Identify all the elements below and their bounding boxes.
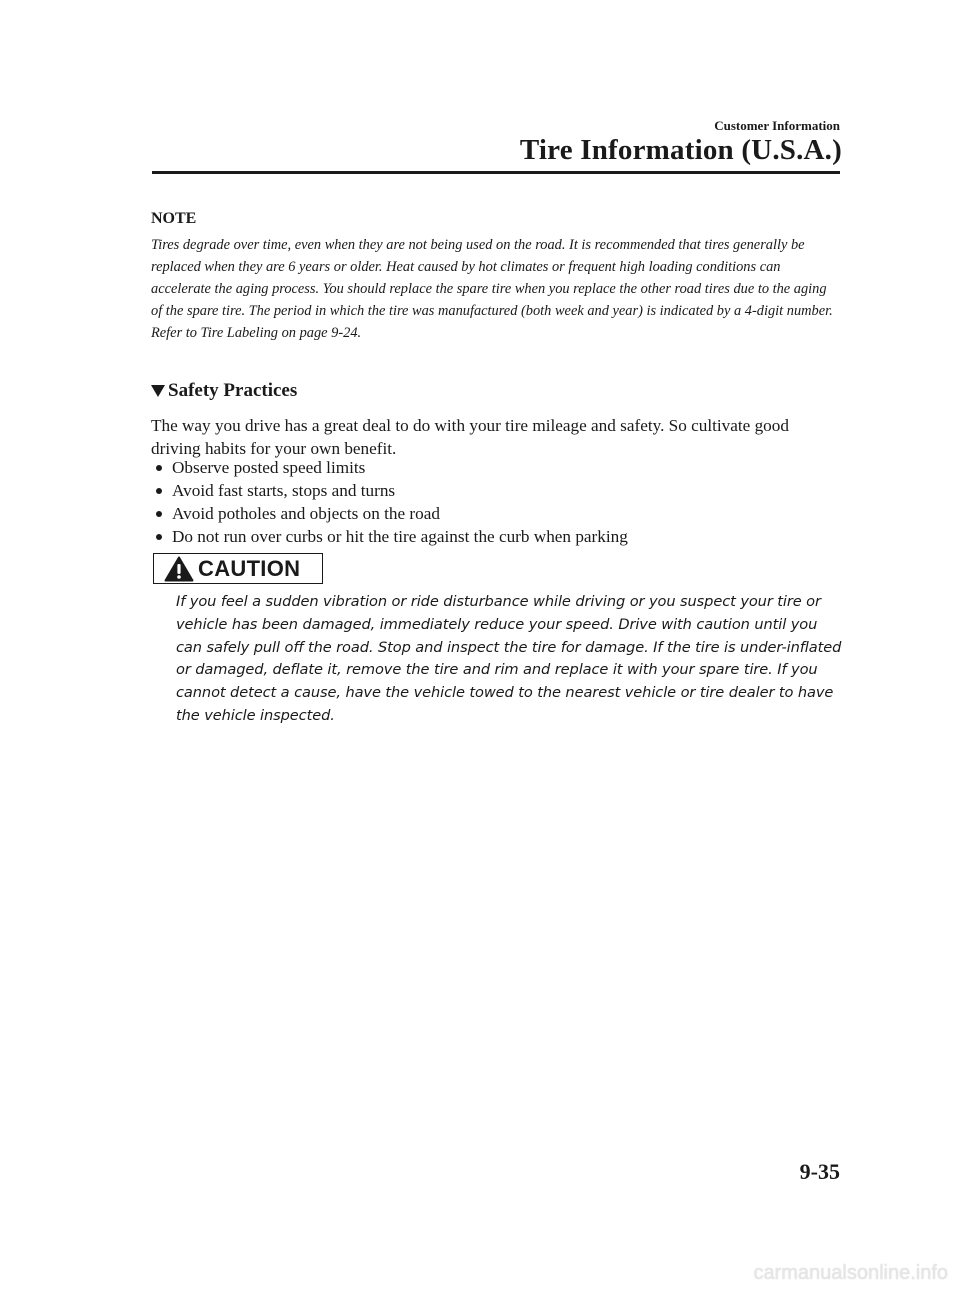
list-item-text: Do not run over curbs or hit the tire against the curb when parking [172,527,628,546]
note-reference: Refer to Tire Labeling on page 9-24. [151,325,362,341]
note-heading: NOTE [151,210,197,227]
list-item-text: Avoid potholes and objects on the road [172,504,440,523]
list-item-text: Avoid fast starts, stops and turns [172,481,396,500]
header-section-label: Customer Information [714,118,840,133]
caution-text: CAUTION [198,555,301,581]
bullet-icon [156,511,162,517]
page-title: Tire Information (U.S.A.) [519,134,842,166]
bullet-list [151,456,628,548]
bullet-icon [156,465,162,471]
page-number: 9-35 [799,1159,840,1184]
list-item [151,502,628,525]
list-item [151,456,628,479]
warning-icon [164,556,194,582]
section-title: Safety Practices [168,380,298,401]
section-heading [151,380,297,402]
triangle-down-icon [151,385,165,397]
caution-label [153,553,323,584]
watermark: carmanualsonline.info [753,1262,948,1284]
section-intro: The way you drive has a great deal to do with your tire mileage and safety. So cultivate good driving habits for your own benefit. [151,416,789,458]
list-item [151,525,628,548]
list-item [151,479,628,502]
header-rule [152,171,840,174]
note-block [151,234,841,344]
caution-body: If you feel a sudden vibration or ride disturbance while driving or you suspect your tire or vehicle has been damaged, immediately reduce your speed. Drive with caution until you can safely pull off the road. Stop and inspect the tire for damage. If the tire is under-inflated or damaged, deflate it, remove the tire and rim and replace it with your spare tire. If you cannot detect a cause, have the vehicle towed to the nearest vehicle or tire dealer to have the vehicle inspected. [176,593,842,724]
bullet-icon [156,534,162,540]
note-text: Tires degrade over time, even when they are not being used on the road. It is recommended that tires generally be replaced when they are 6 years or older. Heat caused by hot climates or frequent high loading conditions can accelerate the aging process. You should replace the spare tire when you replace the other road tires due to the aging of the spare tire. The period in which the tire was manufactured (both week and year) is indicated by a 4-digit number. [151,237,833,319]
bullet-icon [156,488,162,494]
list-item-text: Observe posted speed limits [172,458,366,477]
